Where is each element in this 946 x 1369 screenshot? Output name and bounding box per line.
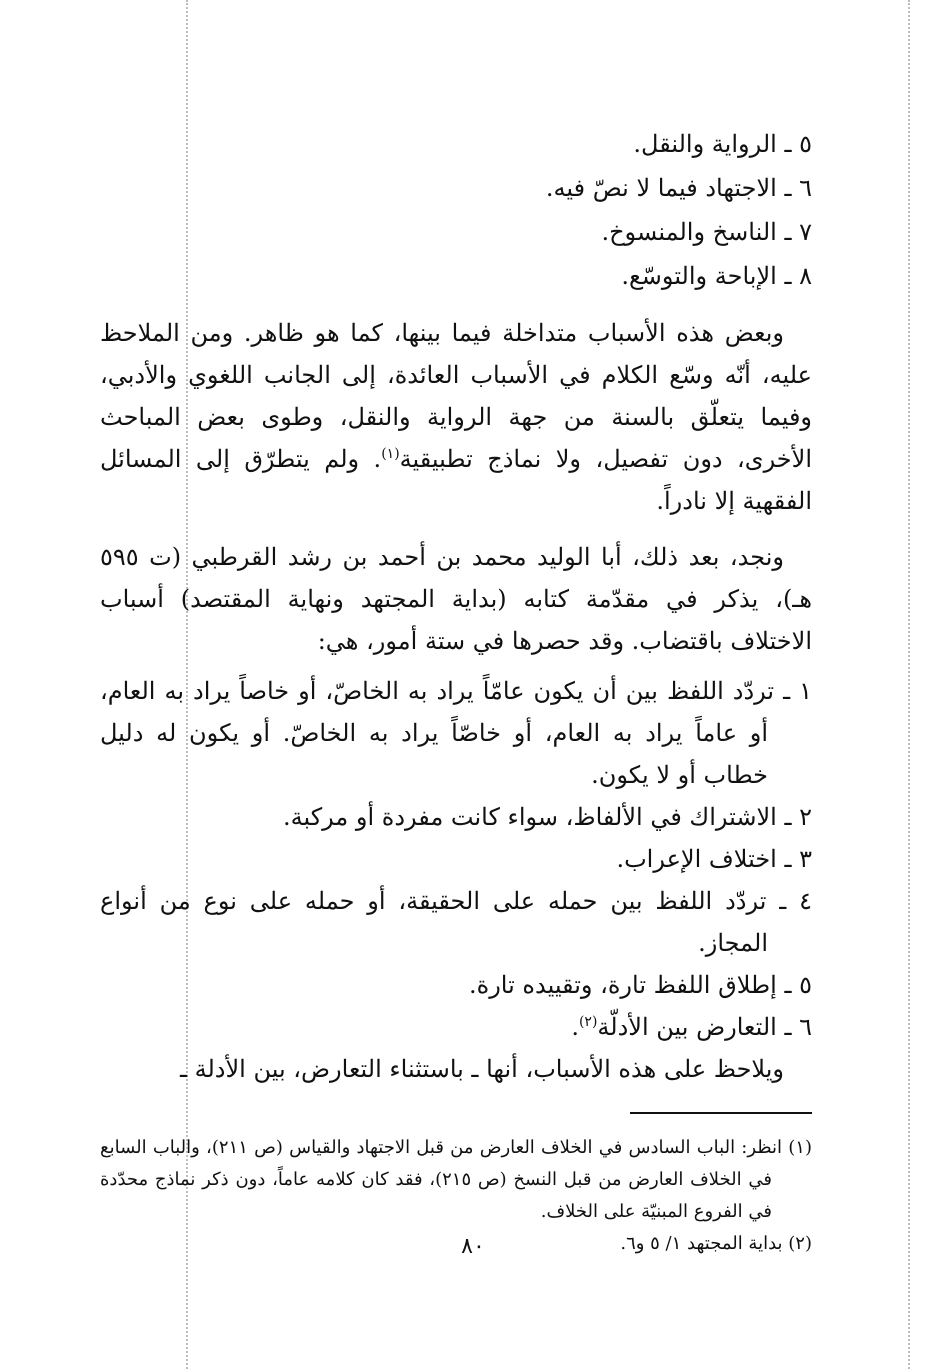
- list-item: ٢ ـ الاشتراك في الألفاظ، سواء كانت مفردة أو مركبة.: [283, 803, 812, 831]
- document-page: [100, 122, 812, 1260]
- list-item-text: ٦ ـ التعارض بين الأدلّة: [597, 1013, 812, 1041]
- footnote-reference-2[interactable]: (٢): [578, 1014, 598, 1030]
- paragraph-text: وبعض هذه الأسباب متداخلة فيما بينها، كما هو ظاهر. ومن الملاحظ عليه، أنّه وسّع الكلام في الأسباب العائدة، إلى الجانب اللغوي والأدبي، وفيما يتعلّق بالسنة من جهة الرواية والنقل، وطوى بعض المباحث الأخرى، دون تفصيل، ولا نماذج تطبيقية: [100, 319, 813, 473]
- paragraph-commentary: [100, 312, 812, 522]
- list-item: ٥ ـ إطلاق اللفظ تارة، وتقييده تارة.: [468, 971, 812, 999]
- list-item: ٨ ـ الإباحة والتوسّع.: [621, 262, 812, 290]
- list-item: ٦ ـ الاجتهاد فيما لا نصّ فيه.: [545, 174, 812, 202]
- list-item: ٧ ـ الناسخ والمنسوخ.: [601, 218, 812, 246]
- list-item: ٤ ـ تردّد اللفظ بين حمله على الحقيقة، أو حمله على نوع من أنواع المجاز.: [100, 887, 812, 957]
- ibn-rushd-causes-list: [100, 670, 812, 1048]
- scan-dotted-line-right: [908, 0, 910, 1369]
- footnote-1: (١) انظر: الباب السادس في الخلاف العارض من قبل الاجتهاد والقياس (ص ٢١١)، والباب السابع في الخلاف العارض من قبل النسخ (ص ٢١٥)، فقد كان كلامه عاماً، دون ذكر نماذج محدّدة في الفروع المبنيّة على الخلاف.: [100, 1137, 812, 1222]
- footnote-2: (٢) بداية المجتهد ١/ ٥ و٦.: [620, 1233, 812, 1254]
- paragraph-observation: ويلاحظ على هذه الأسباب، أنها ـ باستثناء التعارض، بين الأدلة ـ: [179, 1055, 784, 1083]
- page-number: ٨٠: [461, 1234, 485, 1259]
- footnote-separator: [630, 1112, 812, 1114]
- causes-list-continued: [100, 122, 812, 298]
- footnote-reference-1[interactable]: (١): [381, 446, 400, 462]
- paragraph-ibn-rushd: ونجد، بعد ذلك، أبا الوليد محمد بن أحمد بن رشد القرطبي (ت ٥٩٥ هـ)، يذكر في مقدّمة كتابه (بداية المجتهد ونهاية المقتصد) أسباب الاختلاف باقتضاب. وقد حصرها في ستة أمور، هي:: [100, 543, 812, 655]
- list-item: ٣ ـ اختلاف الإعراب.: [616, 845, 812, 873]
- list-item-text: .: [571, 1013, 579, 1041]
- list-item: ١ ـ تردّد اللفظ بين أن يكون عامّاً يراد به الخاصّ، أو خاصاً يراد به العام، أو عاماً يراد به العام، أو خاصّاً يراد به الخاصّ. أو يكون له دليل خطاب أو لا يكون.: [100, 677, 812, 789]
- paragraph-text: . ولم يتطرّق إلى المسائل الفقهية إلا نادراً.: [100, 445, 812, 515]
- list-item: [100, 1006, 812, 1048]
- list-item: ٥ ـ الرواية والنقل.: [633, 130, 812, 158]
